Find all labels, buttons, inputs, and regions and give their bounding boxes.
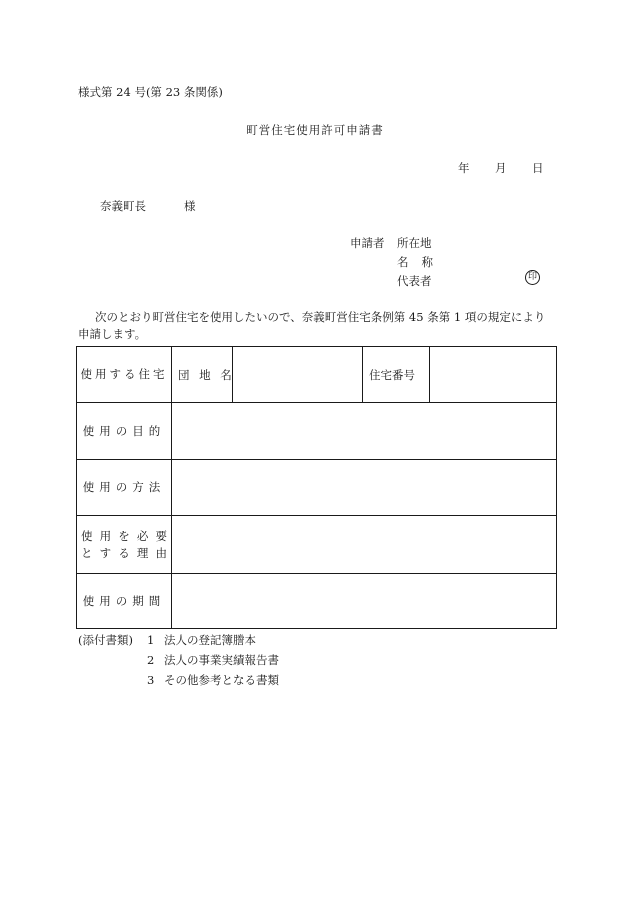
addressee-name: 奈義町長 [100, 199, 146, 213]
attachment-item [147, 632, 256, 648]
reason-label-char: と [81, 545, 93, 560]
reason-label-char: す [99, 545, 112, 560]
table-label-divider [171, 346, 172, 629]
reason-label-char: 理 [136, 545, 149, 560]
date-year-label: 年 [458, 161, 470, 175]
document-title: 町営住宅使用許可申請書 [246, 123, 384, 137]
reason-label-char: を [118, 528, 130, 543]
row-method-label: 使用の方法 [82, 480, 166, 494]
row-period-label: 使用の期間 [82, 593, 166, 608]
complex-name-label: 団 地 名 [178, 368, 235, 382]
table-border-left [76, 346, 77, 629]
attachment-item [147, 652, 279, 668]
table-border-right [556, 346, 557, 629]
reason-label-char: 使 [81, 528, 93, 543]
date-day-label: 日 [532, 161, 544, 175]
attachment-item [147, 672, 279, 688]
table-cell-divider [429, 346, 430, 403]
attachment-text: その他参考となる書類 [164, 673, 279, 687]
applicant-representative-label: 代表者 [397, 274, 432, 288]
applicant-address-label: 所在地 [397, 236, 432, 250]
reason-label-char: る [118, 545, 130, 560]
seal-mark-icon: 印 [525, 270, 540, 285]
attachment-text: 法人の登記簿謄本 [164, 633, 256, 647]
reason-label-line-1 [81, 528, 167, 545]
applicant-label: 申請者 [350, 236, 385, 250]
attachment-number: 1 [147, 633, 155, 647]
table-cell-divider [362, 346, 363, 403]
attachments-label: (添付書類) [78, 633, 133, 647]
reason-label-char: 要 [155, 528, 167, 543]
applicant-name-label: 名称 [397, 255, 446, 269]
statement-line-2: 申請します。 [78, 327, 147, 341]
attachment-number: 3 [147, 673, 155, 687]
addressee-honorific: 様 [184, 199, 196, 213]
reason-label-char: 由 [155, 545, 167, 560]
table-border-bottom [76, 628, 557, 629]
reason-label-char: 必 [136, 528, 149, 543]
date-month-label: 月 [495, 161, 507, 175]
row-reason-label [78, 516, 170, 573]
house-number-label: 住宅番号 [369, 368, 415, 382]
row-house-label: 使用する住宅 [80, 367, 168, 381]
row-purpose-label: 使用の目的 [82, 423, 166, 438]
reason-label-line-2 [81, 545, 167, 562]
reason-label-char: 用 [99, 528, 112, 543]
application-statement [78, 309, 568, 343]
attachment-number: 2 [147, 653, 155, 667]
attachment-text: 法人の事業実績報告書 [164, 653, 279, 667]
form-number: 様式第 24 号(第 23 条関係) [78, 85, 223, 99]
statement-line-1: 次のとおり町営住宅を使用したいので、奈義町営住宅条例第 45 条第 1 項の規定により [95, 310, 546, 324]
